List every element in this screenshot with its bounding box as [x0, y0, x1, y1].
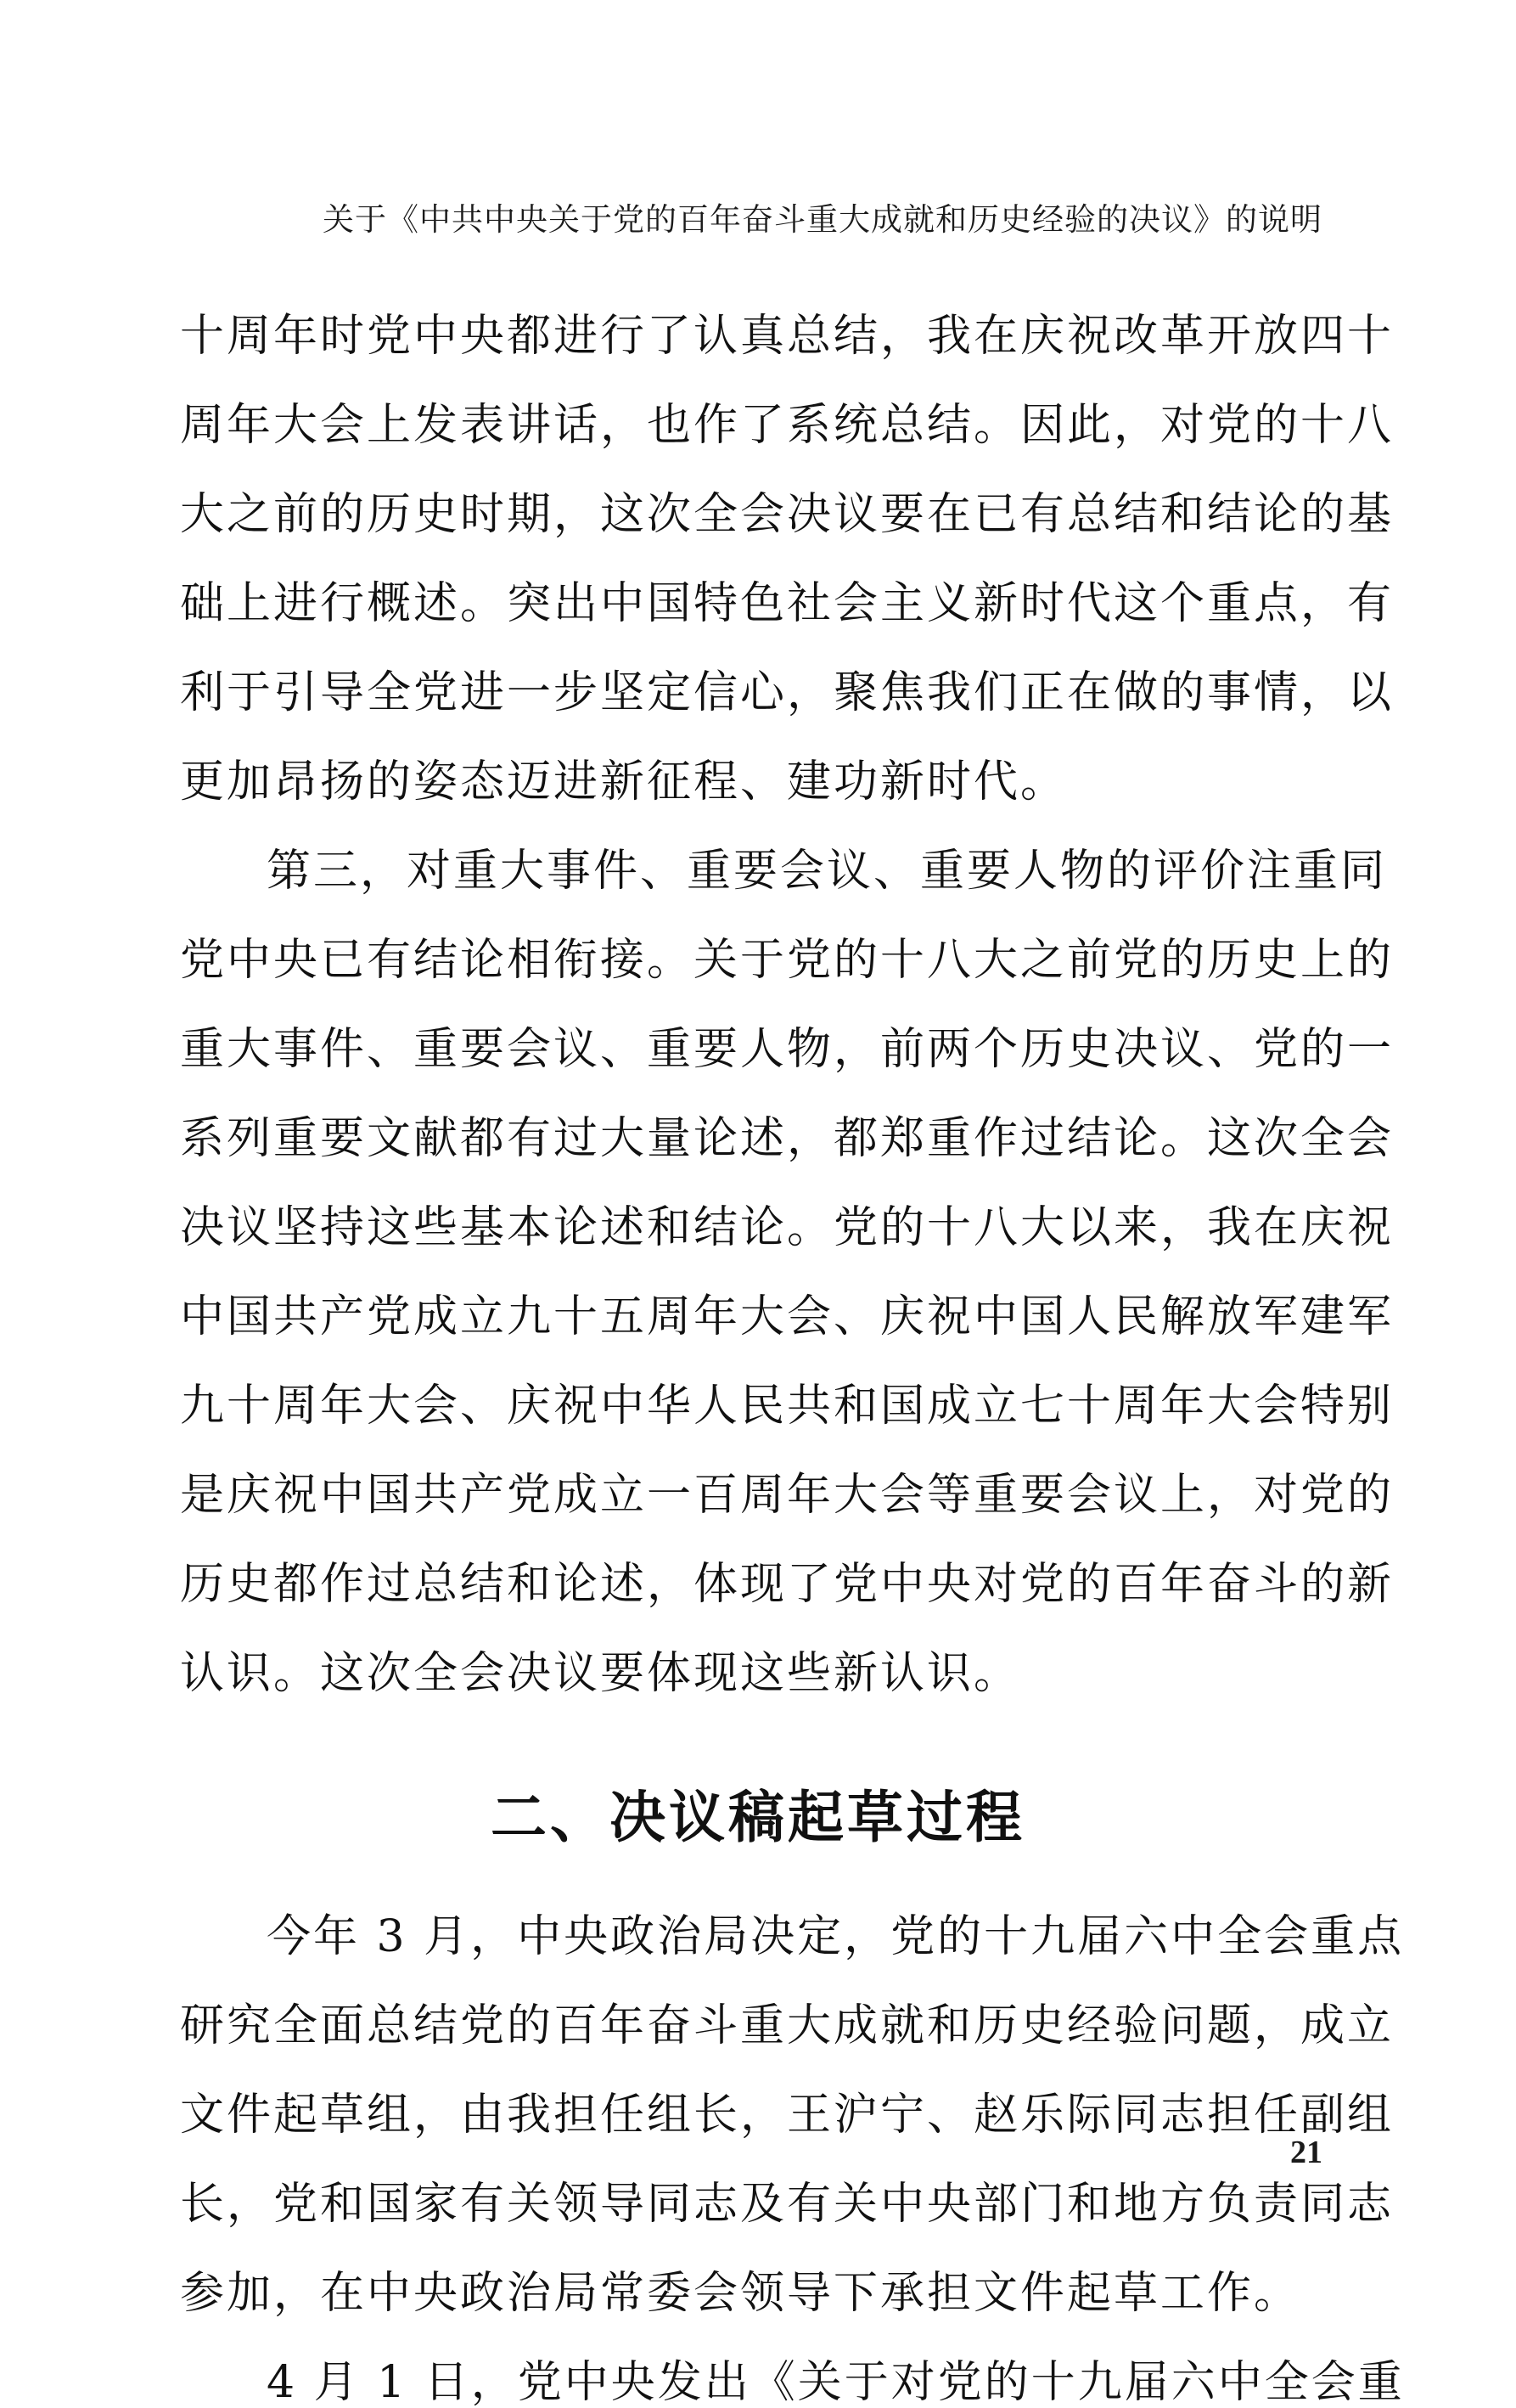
body-line: 十周年时党中央都进行了认真总结，我在庆祝改革开放四十 — [180, 311, 1395, 362]
body-line: 历史都作过总结和论述，体现了党中央对党的百年奋斗的新 — [180, 1559, 1395, 1610]
body-line: 第三，对重大事件、重要会议、重要人物的评价注重同 — [267, 846, 1388, 897]
section-heading: 二、决议稿起草过程 — [491, 1785, 1025, 1850]
body-line: 参加，在中央政治局常委会领导下承担文件起草工作。 — [180, 2268, 1301, 2319]
page-number: 21 — [1290, 2135, 1322, 2170]
body-line: 更加昂扬的姿态迈进新征程、建功新时代。 — [180, 757, 1068, 807]
body-line: 党中央已有结论相衔接。关于党的十八大之前党的历史上的 — [180, 935, 1395, 986]
body-line: 大之前的历史时期，这次全会决议要在已有总结和结论的基 — [180, 489, 1395, 540]
body-line: 认识。这次全会决议要体现这些新认识。 — [180, 1648, 1021, 1699]
body-line: 今年 3 月，中央政治局决定，党的十九届六中全会重点 — [267, 1911, 1405, 1962]
body-line: 九十周年大会、庆祝中华人民共和国成立七十周年大会特别 — [180, 1381, 1395, 1432]
body-line: 重大事件、重要会议、重要人物，前两个历史决议、党的一 — [180, 1024, 1395, 1075]
body-line: 周年大会上发表讲话，也作了系统总结。因此，对党的十八 — [180, 400, 1395, 451]
body-line: 系列重要文献都有过大量论述，都郑重作过结论。这次全会 — [180, 1113, 1395, 1164]
body-line: 决议坚持这些基本论述和结论。党的十八大以来，我在庆祝 — [180, 1202, 1395, 1253]
body-line: 利于引导全党进一步坚定信心，聚焦我们正在做的事情，以 — [180, 667, 1395, 718]
running-header: 关于《中共中央关于党的百年奋斗重大成就和历史经验的决议》的说明 — [323, 201, 1322, 238]
body-line: 研究全面总结党的百年奋斗重大成就和历史经验问题，成立 — [180, 2000, 1395, 2051]
body-line: 础上进行概述。突出中国特色社会主义新时代这个重点，有 — [180, 578, 1395, 629]
body-line: 中国共产党成立九十五周年大会、庆祝中国人民解放军建军 — [180, 1291, 1395, 1342]
body-line: 长，党和国家有关领导同志及有关中央部门和地方负责同志 — [180, 2179, 1395, 2230]
body-line: 是庆祝中国共产党成立一百周年大会等重要会议上，对党的 — [180, 1470, 1395, 1521]
body-line: 4 月 1 日，党中央发出《关于对党的十九届六中全会重 — [267, 2357, 1405, 2408]
body-line: 文件起草组，由我担任组长，王沪宁、赵乐际同志担任副组 — [180, 2090, 1395, 2141]
